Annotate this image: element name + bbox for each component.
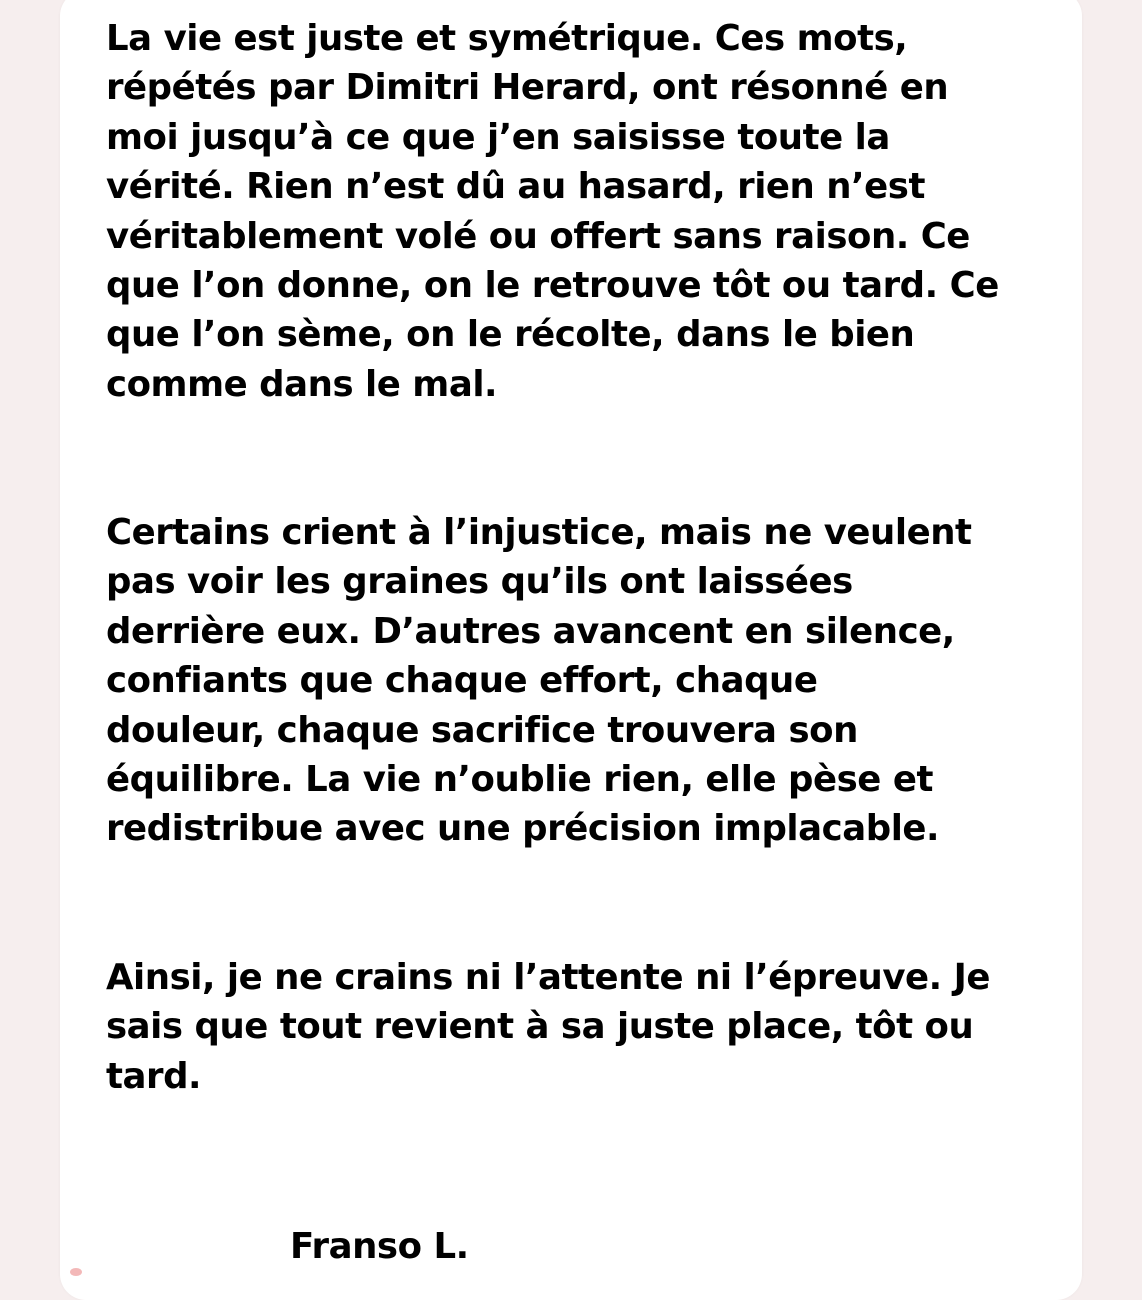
note-body [106, 14, 1066, 1101]
note-paragraph-2: Certains crient à l’injustice, mais ne veulent pas voir les graines qu’ils ont laissées derrière eux. D’autres avancent en silence, confiants que chaque effort, chaque douleur, chaque sacrifice trouvera son équilibre. La vie n’oublie rien, elle pèse et redistribue avec une précision implacable. [106, 512, 972, 850]
note-paragraph-1: La vie est juste et symétrique. Ces mots, répétés par Dimitri Herard, ont résonné en moi jusqu’à ce que j’en saisisse toute la vérité. Rien n’est dû au hasard, rien n’est véritablement volé ou offert sans raison. Ce que l’on donne, on le retrouve tôt ou tard. Ce que l’on sème, on le récolte, dans le bien comme dans le mal. [106, 18, 999, 405]
corner-mark [70, 1268, 82, 1276]
signature: Franso L. [290, 1226, 469, 1267]
note-paragraph-3: Ainsi, je ne crains ni l’attente ni l’épreuve. Je sais que tout revient à sa juste place, tôt ou tard. [106, 956, 991, 1097]
